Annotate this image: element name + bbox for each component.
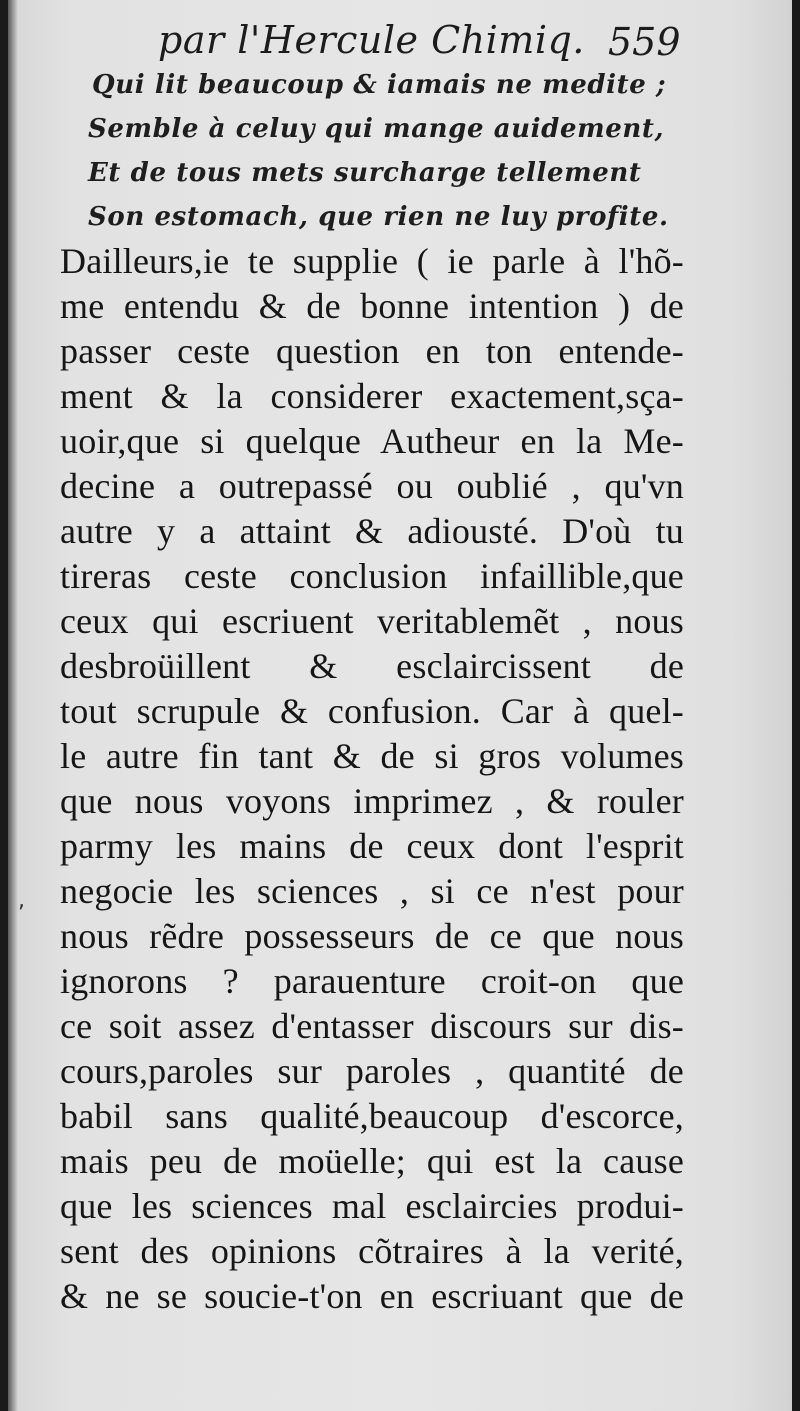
page-header [8, 14, 792, 70]
verse-line: Son estomach, que rien ne luy profite. [88, 202, 669, 232]
text-line: desbroüillent & esclaircissent de [60, 646, 684, 686]
text-line: decine a outrepassé ou oublié , qu'vn [60, 466, 684, 506]
text-line: me entendu & de bonne intention ) de [60, 286, 684, 326]
text-line: autre y a attaint & adiousté. D'où tu [60, 511, 684, 551]
verse-line: Qui lit beaucoup & iamais ne medite ; [92, 70, 667, 100]
text-line: sent des opinions cõtraires à la verité, [60, 1231, 684, 1271]
text-line: parmy les mains de ceux dont l'esprit [60, 826, 684, 866]
text-line: babil sans qualité,beaucoup d'escorce, [60, 1096, 684, 1136]
text-line: que les sciences mal esclaircies produi- [60, 1186, 684, 1226]
page-number: 559 [608, 20, 681, 64]
text-line: Dailleurs,ie te supplie ( ie parle à l'hõ- [60, 241, 684, 281]
margin-mark: , [18, 888, 25, 913]
text-line: nous rẽdre possesseurs de ce que nous [60, 916, 684, 956]
text-line: le autre fin tant & de si gros volumes [60, 736, 684, 776]
book-page [8, 0, 792, 1411]
text-line: negocie les sciences , si ce n'est pour [60, 871, 684, 911]
text-line: & ne se soucie-t'on en escriuant que de [60, 1276, 684, 1316]
text-line: cours,paroles sur paroles , quantité de [60, 1051, 684, 1091]
text-line: ceux qui escriuent veritablemẽt , nous [60, 601, 684, 641]
text-line: mais peu de moüelle; qui est la cause [60, 1141, 684, 1181]
text-line: ignorons ? parauenture croit-on que [60, 961, 684, 1001]
text-line: passer ceste question en ton entende- [60, 331, 684, 371]
text-line: tireras ceste conclusion infaillible,que [60, 556, 684, 596]
verse-line: Semble à celuy qui mange auidement, [88, 114, 665, 144]
running-title: par l'Hercule Chimiq. [158, 18, 585, 62]
spine-shadow [8, 0, 18, 1411]
text-line: uoir,que si quelque Autheur en la Me- [60, 421, 684, 461]
text-line: que nous voyons imprimez , & rouler [60, 781, 684, 821]
text-line: ment & la considerer exactement,sça- [60, 376, 684, 416]
text-line: tout scrupule & confusion. Car à quel- [60, 691, 684, 731]
verse-line: Et de tous mets surcharge tellement [88, 158, 642, 188]
text-line: ce soit assez d'entasser discours sur dis- [60, 1006, 684, 1046]
